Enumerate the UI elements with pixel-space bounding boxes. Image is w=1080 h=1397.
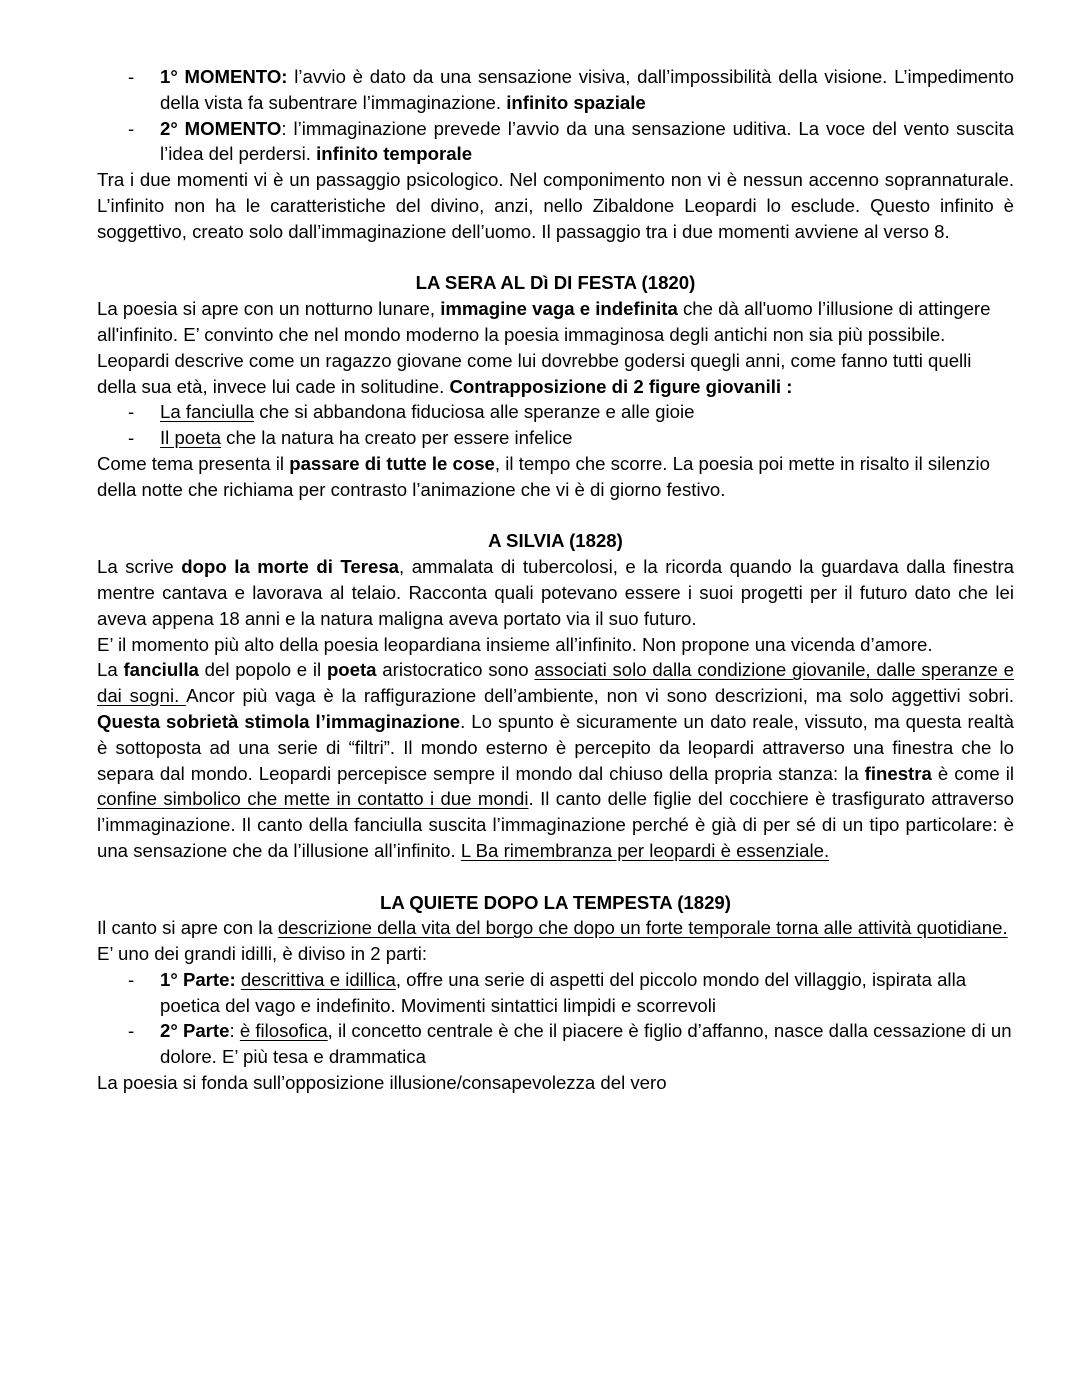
moment-1-label: 1° MOMENTO:: [160, 66, 288, 87]
sera-p3-text-a: Come tema presenta il: [97, 452, 290, 474]
list-item-poeta: [97, 425, 1014, 451]
fanciulla-text: che si abbandona fiduciosa alle speranze e alle gioie: [254, 401, 695, 423]
silvia-p3-i: . Lo spunto è sicuramente un dato reale, vissuto, ma questa realtà è sottoposta ad una serie di “filtri”. Il mondo esterno è percepito da leopardi attraverso una finestra che lo separa dal mondo. Leopardi percepisce sempre il mondo dal chiuso della propria stanza: la: [97, 710, 1015, 784]
parte-2-colon: :: [229, 1020, 240, 1042]
infinito-moments-list: [97, 64, 1014, 167]
silvia-paragraph-2: E’ il momento più alto della poesia leopardiana insieme all’infinito. Non propone una vicenda d’amore.: [97, 633, 933, 655]
sera-p1-text-a: La poesia si apre con un notturno lunare,: [97, 298, 441, 320]
sera-p3-text-c: , il tempo che scorre. La poesia poi mette in risalto il silenzio della notte che richiama per contrasto l’animazione che vi è di giorno festivo.: [97, 452, 990, 500]
silvia-p3-underlined-rimembranza: L Ba rimembranza per leopardi è essenziale.: [460, 839, 830, 861]
parte-1-underlined: descrittiva e idillica: [240, 968, 396, 990]
quiete-p1-underlined: descrizione della vita del borgo che dopo un forte temporale torna alle attività quotidiane.: [277, 917, 1008, 939]
moment-1-tag: infinito spaziale: [506, 91, 646, 113]
parte-2-label: 2° Parte: [160, 1020, 230, 1042]
silvia-p3-bold-sobrieta: Questa sobrietà stimola l’immaginazione: [97, 710, 461, 732]
silvia-p1-text-c: , ammalata di tubercolosi, e la ricorda quando la guardava dalla finestra mentre cantava e lavorava al telaio. Racconta quali potevano essere i suoi progetti per il futuro dato che lei aveva appena 18 anni e la natura maligna aveva portato via il suo futuro.: [97, 556, 1014, 629]
quiete-parts-list: [97, 967, 1014, 1070]
infinito-paragraph: Tra i due momenti vi è un passaggio psicologico. Nel componimento non vi è nessun accenno soprannaturale. L’infinito non ha le caratteristiche del divino, anzi, nello Zibaldone Leopardi lo esclude. Questo infinito è soggettivo, creato solo dall’immaginazione dell’uomo. Il passaggio tra i due momenti avviene al verso 8.: [97, 169, 1014, 242]
document-body: [97, 64, 1014, 1096]
list-item-parte-1: [97, 967, 1014, 1019]
list-item-parte-2: [97, 1018, 1014, 1070]
sera-paragraph-3: [97, 451, 1014, 503]
parte-1-text: , offre una serie di aspetti del piccolo mondo del villaggio, ispirata alla poetica del vago e indefinito. Movimenti sintattici limpidi e scorrevoli: [160, 968, 967, 1016]
silvia-p1-text-a: La scrive: [97, 556, 182, 578]
poeta-text: che la natura ha creato per essere infelice: [221, 427, 573, 449]
sera-p1-bold: immagine vaga e indefinita: [440, 298, 678, 320]
silvia-heading: A SILVIA (1828): [488, 530, 623, 552]
moment-2-tag: infinito temporale: [316, 143, 473, 165]
fanciulla-underlined: La fanciulla: [160, 401, 255, 423]
silvia-p3-underlined-associati: associati solo dalla condizione giovanile, dalle speranze e dai sogni.: [97, 659, 1014, 707]
sera-heading: LA SERA AL Dì DI FESTA (1820): [415, 272, 696, 294]
quiete-p1-a: Il canto si apre con la: [97, 917, 278, 939]
silvia-p3-underlined-confine: confine simbolico che mette in contatto i due mondi: [97, 788, 529, 810]
moment-2-label: 2° MOMENTO: [160, 117, 282, 139]
moment-1-text: l’avvio è dato da una sensazione visiva, dall’impossibilità della visione. L’impedimento della vista fa subentrare l’immaginazione.: [160, 66, 1014, 113]
poeta-underlined: Il poeta: [160, 427, 221, 449]
parte-2-underlined: è filosofica: [239, 1020, 328, 1042]
list-item-fanciulla: [97, 399, 1014, 425]
sera-figures-list: [97, 399, 1014, 451]
silvia-p3-m: . Il canto delle figlie del cocchiere è trasfigurato attraverso l’immaginazione. Il canto della fanciulla suscita l’immaginazione perché è già di per sé di un tipo particolare: è una sensazione che da l’illusione all’infinito.: [97, 788, 1014, 861]
quiete-heading: LA QUIETE DOPO LA TEMPESTA (1829): [380, 891, 731, 913]
sera-p3-bold: passare di tutte le cose: [289, 452, 495, 474]
sera-p2-text: Leopardi descrive come un ragazzo giovane come lui dovrebbe godersi quegli anni, come fanno tutti quelli della sua età, invece lui cade in solitudine.: [97, 349, 972, 397]
sera-paragraph-1: [97, 296, 1014, 348]
silvia-p3-e: aristocratico sono: [376, 659, 535, 681]
list-item-moment-1: [97, 64, 1014, 116]
parte-2-text: , il concetto centrale è che il piacere è figlio d’affanno, nasce dalla cessazione di un dolore. E’ più tesa e drammatica: [160, 1020, 1012, 1068]
quiete-p1-c: E’ uno dei grandi idilli, è diviso in 2 parti:: [97, 943, 428, 965]
moment-2-text: : l’immaginazione prevede l’avvio da una sensazione uditiva. La voce del vento suscita l’idea del perdersi.: [160, 117, 1014, 165]
list-item-moment-2: [97, 116, 1014, 168]
silvia-p3-a: La: [97, 659, 124, 681]
quiete-paragraph-2: La poesia si fonda sull’opposizione illusione/consapevolezza del vero: [97, 1072, 667, 1094]
silvia-p1-bold: dopo la morte di Teresa: [181, 556, 400, 578]
silvia-paragraph-3: [97, 657, 1014, 863]
sera-p1-text-c: che dà all'uomo l’illusione di attingere all'infinito. E’ convinto che nel mondo moderno la poesia immaginosa degli antichi non sia più possibile.: [97, 298, 991, 345]
silvia-p3-g: Ancor più vaga è la raffigurazione dell’ambiente, non vi sono descrizioni, ma solo aggettivi sobri.: [186, 685, 1014, 707]
sera-p2-bold: Contrapposizione di 2 figure giovanili :: [449, 375, 793, 397]
silvia-p3-c: del popolo e il: [198, 659, 327, 681]
parte-1-label: 1° Parte:: [160, 968, 236, 990]
silvia-paragraph-1: [97, 554, 1014, 631]
sera-paragraph-2: [97, 348, 1014, 400]
silvia-p3-bold-fanciulla: fanciulla: [123, 659, 199, 681]
silvia-p3-k: è come il: [931, 762, 1014, 784]
silvia-p3-bold-poeta: poeta: [326, 659, 377, 681]
quiete-paragraph-1: [97, 915, 1014, 967]
silvia-p3-bold-finestra: finestra: [864, 762, 932, 784]
